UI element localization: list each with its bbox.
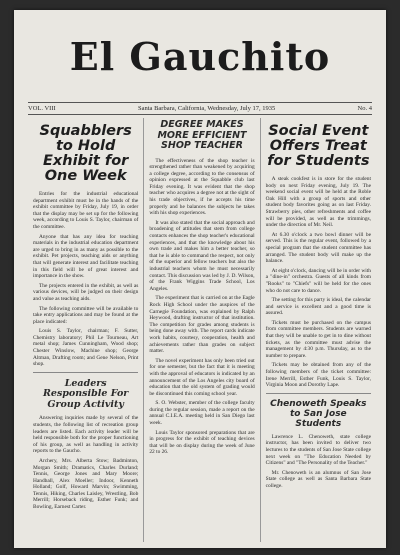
column-right xyxy=(260,118,376,542)
article-paragraph: The setting for this party is ideal, the calendar and service is excellent and a good time is assured. xyxy=(265,297,371,317)
article-paragraph: A steak cookfest is in store for the student body on next Friday evening, July 19. The weekend social event will be held at the Roble Oak Hill with a group of sports and other student body favorites going as on last Friday. Strawberry pies, other refreshments and coffee will be provided, as well as the trimmings, under the direction of Mr. Neil. xyxy=(265,176,371,229)
headline-chenoweth: Chenoweth Speaks to San Jose Students xyxy=(270,398,367,429)
article-paragraph: Answering inquiries made by several of the students, the following list of recreation group leaders are listed. Each activity leader will be held responsible both for the proper functioning of his group, as well as handling in activity reports to the Gaucho. xyxy=(33,415,139,455)
headline-social-event: Social Event Offers Treat for Students xyxy=(267,123,370,169)
article-paragraph: Mr. Chenoweth is an alumnus of San Jose State college as well as Santa Barbara State college. xyxy=(265,469,371,489)
article-paragraph: Entries for the industrial educational department exhibit must be in the hands of the exhibit committee by Friday, July 19, in order that the display may be set up for the following week, according to Louis S. Taylor, chairman of the committee. xyxy=(33,191,139,230)
divider xyxy=(266,393,371,394)
article-paragraph: The effectiveness of the shop teacher is strengthened rather than weakened by acquiring a college degree, according to the consensus of opinion expressed at the Squabble club last Friday evening. It was evident that the shop teacher who acquires a degree not at the sight of his trade objectives, if he accepts his time properly and he balances the subjects he takes with his shop experiences. xyxy=(149,157,255,217)
article-columns xyxy=(28,118,376,542)
issue-number: No. 4 xyxy=(357,105,372,112)
article-paragraph: The following committee will be available to take entry applications and may be found at the place indicated: xyxy=(33,305,139,325)
article-paragraph: Tickets may be obtained from any of the following members of the ticket committee: Irene Merrill, Esther Funk, Louis S. Taylor, Virginia Moon and Dorothy Lape. xyxy=(265,362,371,389)
headline-squabblers: Squabblers to Hold Exhibit for One Week xyxy=(39,123,132,184)
masthead-title: El Gauchito xyxy=(69,34,331,79)
headline-degree: DEGREE MAKES MORE EFFICIENT SHOP TEACHER xyxy=(157,119,247,151)
article-paragraph: Lawrence L. Chenoweth, state college instructor, has been invited to deliver two lectures to the students of San Jose State college next week on "The Education Needed by Citizens" and "The Personality of the Teacher." xyxy=(265,433,371,467)
dateline xyxy=(28,102,372,115)
article-paragraph: At eight o'clock, dancing will be in order with a "dine-in" orchestra. Guests of all kinds from "Rooks" to "Chiefs" will be held for the ones who do not care to dance. xyxy=(265,267,371,294)
article-paragraph: The projects entered in the exhibit, as well as various devices, will be judged on their design and value as teaching aids. xyxy=(33,282,139,302)
article-paragraph: At 6.30 o'clock a two bowl dinner will be served. This is the regular event, followed by a special program that the student committee has arranged. The student body will make up the balance. xyxy=(265,231,371,265)
article-paragraph: S. O. Webster, member of the college faculty during the regular session, made a report on the annual C.I.E.A. meeting held in San Diego last week. xyxy=(149,400,255,427)
divider xyxy=(33,372,138,373)
column-left xyxy=(28,118,143,542)
newspaper-page xyxy=(14,10,386,548)
article-paragraph: It was also stated that the social approach and broadening of attitudes that stem from college contacts enhances the shop teacher's educational experiences, and that the knowledge about his own trade and makes him a better teacher, so that he is able to command the respect, not only of the superior and fellow teachers but also the industrial teachers whom he must necessarily contact. This discussion was led by J. D. Wilson, of the Frank Wiggins Trade School, Los Angeles. xyxy=(149,219,255,292)
column-middle xyxy=(143,118,259,542)
article-paragraph: Tickets must be purchased on the campus from committee members. Students are warned that they will be unable to get in to dine without tickets, as the committee must advise the management by 4:30 p.m. Thursday, as to the number to prepare. xyxy=(265,319,371,359)
article-paragraph: The experiment that is carried on at the Eagle Rock High School under the auspices of the Carnegie Foundation, was explained by Ralph Heywood, drafting instructor of that institution. The competition for grades among students is being done away with. The report cards indicate work habits, courtesy, cooperation, health and achievements rather than grades on subject matter. xyxy=(149,295,255,355)
headline-leaders: Leaders Responsible For Group Activity xyxy=(43,377,129,410)
volume-label: VOL. VIII xyxy=(28,105,56,112)
article-paragraph: Archery, Mrs. Alberta Stow; Badminton, Morgan Smith; Dramatics, Charles Durland; Tennis, George Jones and Mary Moore; Handball, Alex Moeller; Indoor, Kenneth Holland; Golf, Howard Marvin; Swimming, Tennis, Hiking, Charles Laisley, Wrestling, Bob Merrill; Horseback riding, Esther Funk; and Bowling, Earnest Carter. xyxy=(33,457,139,511)
article-paragraph: Anyone that has any idea for teaching materials in the industrial education department are urged to bring in as many as possible to the exhibit. Pet projects, teaching aids or anything that will generate interest and facilitate teaching in this field will be of great interest and importance in the show. xyxy=(33,233,139,280)
article-paragraph: Louis Taylor sponsored preparations that are in progress for the exhibit of teaching devices that will be on display during the week of June 22 to 26. xyxy=(149,429,255,456)
article-paragraph: The novel experiment has only been tried out for one semester, but the fact that it is meeting with the approval of educators is indicated by an announcement of the Los Angeles city board of education that the old system of grading would be discontinued this coming school year. xyxy=(149,357,255,397)
place-date: Santa Barbara, California, Wednesday, July 17, 1935 xyxy=(138,105,276,112)
article-paragraph: Louis S. Taylor, chairman; F. Sutter, Chemistry laboratory; Phil Le Tourneau, Art metal shop; James Cunningham, Wood shop; Chester Winslow, Machine shop; George Altman, Drafting room; and Gene Nelson, Print shop. xyxy=(33,328,139,368)
